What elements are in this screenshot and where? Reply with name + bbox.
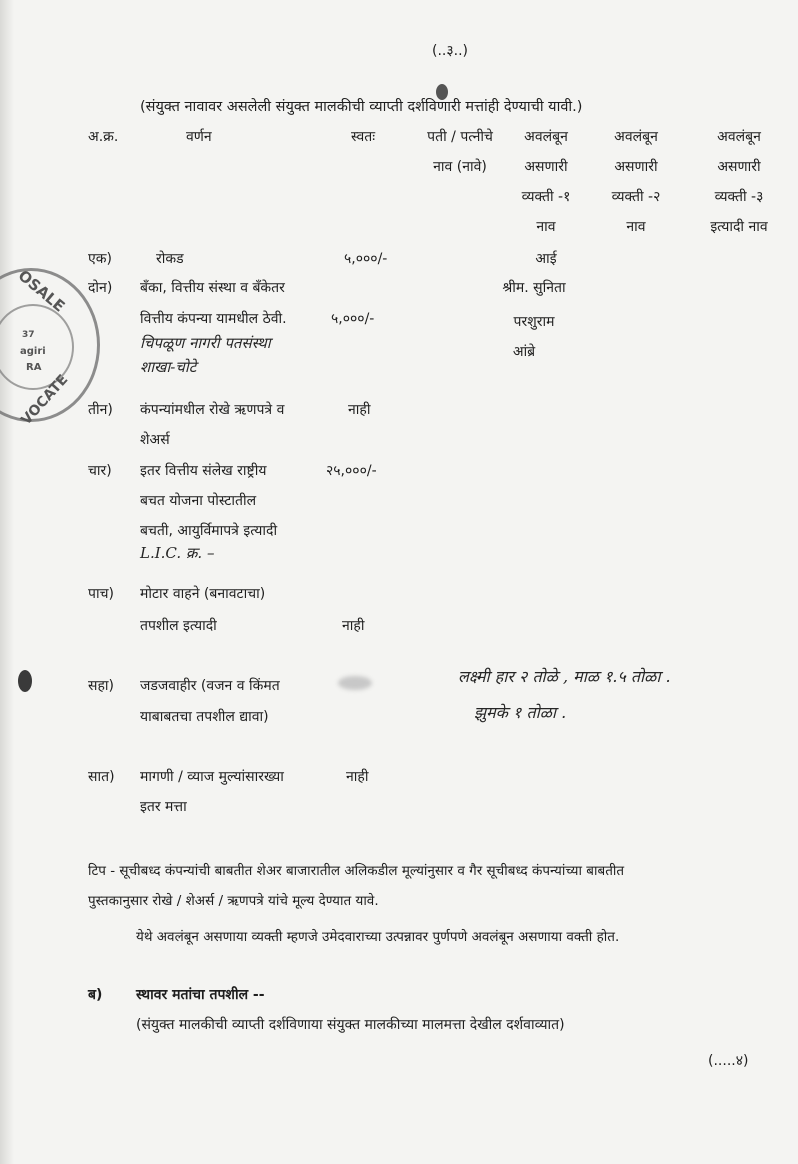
row-number: सात) (88, 769, 115, 785)
row-self-value: २५,०००/- (326, 463, 377, 479)
row-description-line2: याबाबतचा तपशील द्यावा) (140, 709, 269, 725)
section-b-number: ब) (88, 987, 103, 1003)
handwritten-jewellery-line1: लक्ष्मी हार २ तोळे , माळ १.५ तोळा . (458, 667, 671, 686)
seal-text-top: OSALE (14, 266, 69, 316)
row-number: सहा) (88, 678, 114, 694)
header-dep1-line4: नाव (536, 219, 556, 235)
row-self-value: नाही (346, 769, 369, 785)
row-description-line1: मोटार वाहने (बनावटाचा) (140, 586, 266, 602)
row-description-line1: जडजवाहीर (वजन व किंमत (140, 678, 280, 694)
header-dep1-line3: व्यक्ती -१ (521, 189, 571, 205)
row-number: पाच) (88, 586, 114, 602)
row-dep1-name-line3: आंब्रे (512, 344, 536, 360)
page-subtitle: (संयुक्त नावावर असलेली संयुक्त मालकीची व्याप्ती दर्शविणारी मत्तांही देण्याची यावी.) (140, 99, 583, 115)
row-description-line2: इतर मत्ता (140, 799, 187, 815)
header-dep3-line3: व्यक्ती -३ (714, 189, 764, 205)
row-description-line3: बचती, आयुर्विमापत्रे इत्यादी (140, 523, 278, 539)
row-description-line2: बचत योजना पोस्टातील (140, 493, 257, 509)
seal-text-number: 37 (22, 330, 35, 340)
header-self: स्वतः (351, 129, 376, 145)
header-spouse-line2: नाव (नावे) (433, 159, 487, 175)
row-number: दोन) (88, 280, 113, 296)
row-number: एक) (88, 251, 112, 267)
header-dep1-line2: असणारी (524, 159, 568, 175)
row-number: चार) (88, 463, 112, 479)
next-page-number: (.....४) (708, 1053, 749, 1069)
seal-text-bottom: VOCATE (18, 371, 72, 429)
scan-edge-shadow (0, 0, 14, 1164)
handwritten-branch: शाखा-चोटे (140, 358, 197, 376)
header-dep2-line2: असणारी (614, 159, 658, 175)
erased-value-smudge (338, 676, 372, 690)
section-b-subtitle: (संयुक्त मालकीची व्याप्ती दर्शविणाया संयुक्त मालकीच्या मालमत्ता देखील दर्शवाव्यात) (136, 1017, 565, 1033)
section-b-title: स्थावर मतांचा तपशील -- (136, 987, 265, 1003)
row-description-line1: कंपन्यांमधील रोखे ऋणपत्रे व (140, 402, 285, 418)
header-dep3-line2: असणारी (717, 159, 761, 175)
header-description: वर्णन (186, 129, 212, 145)
seal-text-city: agiri (20, 346, 46, 357)
row-self-value: नाही (342, 618, 365, 634)
row-number: तीन) (88, 402, 113, 418)
header-dep2-line4: नाव (626, 219, 646, 235)
note-line1: टिप - सूचीबध्द कंपन्यांची बाबतीत शेअर बाजारातील अलिकडील मूल्यांनुसार व गैर सूचीबध्द कंपन्यांच्या बाबतीत (88, 863, 625, 879)
note-line3: येथे अवलंबून असणाया व्यक्ती म्हणजे उमेदवाराच्या उत्पन्नावर पुर्णपणे अवलंबून असणाया वक्ती होत. (136, 929, 620, 945)
row-self-value: ५,०००/- (344, 251, 388, 267)
handwritten-lic: L.I.C. क्र. – (140, 544, 215, 562)
header-dep1-line1: अवलंबून (524, 129, 568, 145)
row-description-line1: बँका, वित्तीय संस्था व बँकेतर (140, 280, 285, 296)
punch-hole (18, 670, 32, 692)
header-dep2-line1: अवलंबून (614, 129, 658, 145)
row-description-line2: शेअर्स (140, 432, 170, 448)
row-description-line2: वित्तीय कंपन्या यामधील ठेवी. (140, 311, 287, 327)
row-dep1-name-line2: परशुराम (513, 314, 555, 330)
row-description: रोकड (156, 251, 184, 267)
seal-text-state: RA (26, 362, 42, 373)
header-dep2-line3: व्यक्ती -२ (611, 189, 661, 205)
row-description-line2: तपशील इत्यादी (140, 618, 217, 634)
header-dep3-line1: अवलंबून (717, 129, 761, 145)
header-spouse-line1: पती / पत्नीचे (427, 129, 493, 145)
row-self-value: नाही (348, 402, 371, 418)
handwritten-bank-name: चिपळूण नागरी पतसंस्था (140, 334, 271, 352)
row-dep1-value: आई (535, 251, 557, 267)
row-description-line1: इतर वित्तीय संलेख राष्ट्रीय (140, 463, 267, 479)
page-number: (..३..) (432, 43, 469, 59)
header-serial: अ.क्र. (88, 129, 119, 145)
row-description-line1: मागणी / व्याज मुल्यांसारख्या (140, 769, 284, 785)
header-dep3-line4: इत्यादी नाव (710, 219, 768, 235)
row-self-value: ५,०००/- (331, 311, 375, 327)
handwritten-jewellery-line2: झुमके १ तोळा . (474, 703, 567, 722)
note-line2: पुस्तकानुसार रोखे / शेअर्स / ऋणपत्रे यांचे मूल्य देण्यात यावे. (88, 893, 379, 909)
row-dep1-name-line1: श्रीम. सुनिता (502, 280, 566, 296)
